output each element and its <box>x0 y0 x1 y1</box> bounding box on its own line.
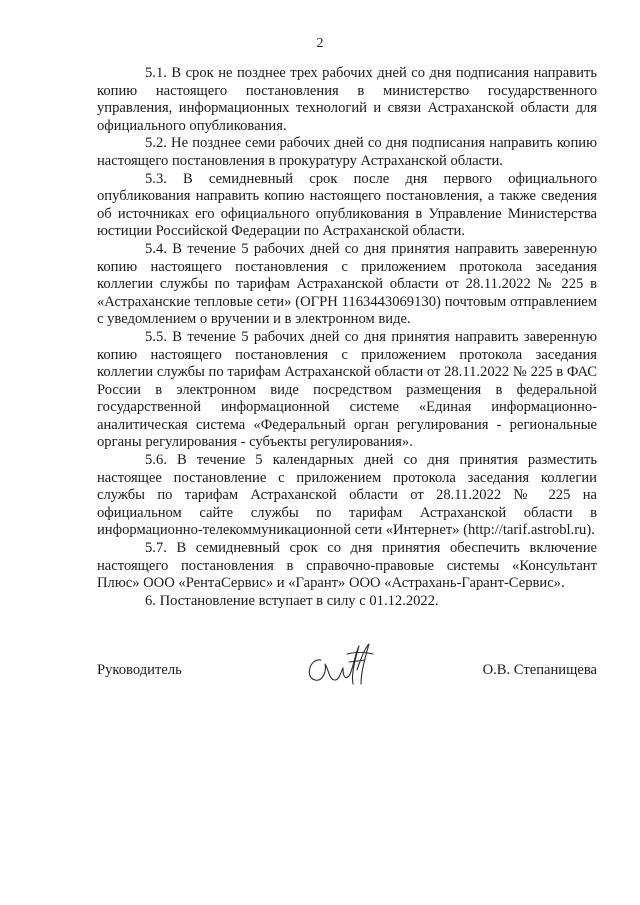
signatory-title: Руководитель <box>97 662 182 678</box>
paragraph-5-6: 5.6. В течение 5 календарных дней со дня принятия разместить настоящее постановление с приложением протокола заседания коллегии службы по тарифам Астраханской области от 28.11.2022 № 225 на официальном сайте службы по тарифам Астраханской области в информационно-телекоммуникационной сети «Интернет» (http://tarif.astrobl.ru). <box>97 452 597 539</box>
page-number: 2 <box>316 36 324 51</box>
paragraph-5-1: 5.1. В срок не позднее трех рабочих дней со дня подписания направить копию настоящего постановления в министерство государственного управления, информационных технологий и связи Астраханской области для официального опубликования. <box>97 65 597 134</box>
paragraph-6: 6. Постановление вступает в силу с 01.12.2022. <box>145 592 439 609</box>
handwritten-signature <box>299 640 379 690</box>
document-body <box>97 65 597 610</box>
paragraph-5-2: 5.2. Не позднее семи рабочих дней со дня подписания направить копию настоящего постановления в прокуратуру Астраханской области. <box>97 135 597 169</box>
paragraph-5-4: 5.4. В течение 5 рабочих дней со дня принятия направить заверенную копию настоящего постановления с приложением протокола заседания коллегии службы по тарифам Астраханской области от 28.11.2022 № 225 в «Астраханские тепловые сети» (ОГРН 1163443069130) почтовым отправлением с уведомлением о вручении и в электронном виде. <box>97 240 597 328</box>
paragraph-5-3: 5.3. В семидневный срок после дня первого официального опубликования направить копию настоящего постановления, а также сведения об источниках его официального опубликования в Управление Министерства юстиции Российской Федерации по Астраханской области. <box>97 170 597 240</box>
paragraph-5-7: 5.7. В семидневный срок со дня принятия обеспечить включение настоящего постановления в справочно-правовые системы «Консультант Плюс» ООО «РентаСервис» и «Гарант» ООО «Астрахань-Гарант-Сервис». <box>97 540 597 592</box>
paragraph-5-5: 5.5. В течение 5 рабочих дней со дня принятия направить заверенную копию настоящего постановления с приложением протокола заседания коллегии службы по тарифам Астраханской области от 28.11.2022 № 225 в ФАС России в электронном виде посредством размещения в федеральной государственной информационной системе «Единая информационно-аналитическая система «Федеральный орган регулирования - региональные органы регулирования - субъекты регулирования». <box>97 328 597 451</box>
signatory-name: О.В. Степанищева <box>482 662 597 678</box>
signature-block <box>97 640 597 700</box>
